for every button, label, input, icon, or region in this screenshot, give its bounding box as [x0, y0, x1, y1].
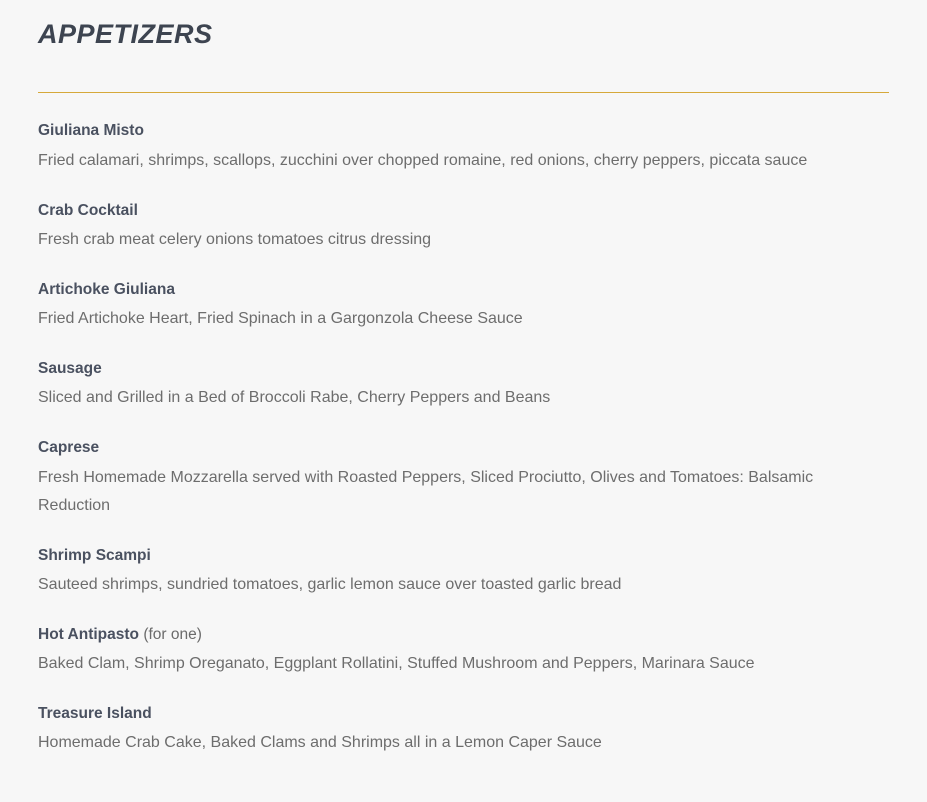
menu-item — [38, 436, 889, 519]
menu-item-name — [38, 199, 889, 222]
menu-item-name-text: Crab Cocktail — [38, 201, 138, 219]
menu-item-description: Baked Clam, Shrimp Oreganato, Eggplant Rollatini, Stuffed Mushroom and Peppers, Marinara Sauce — [38, 655, 755, 673]
menu-item-name — [38, 278, 889, 301]
menu-item — [38, 357, 889, 412]
menu-item — [38, 702, 889, 757]
menu-item-name-text: Sausage — [38, 360, 102, 378]
menu-item-list — [38, 119, 889, 757]
menu-item-name-text: Shrimp Scampi — [38, 546, 151, 564]
menu-item-name-text: Giuliana Misto — [38, 122, 144, 140]
menu-item-description: Sauteed shrimps, sundried tomatoes, garlic lemon sauce over toasted garlic bread — [38, 575, 622, 593]
menu-item-name-text: Caprese — [38, 439, 100, 457]
menu-item-description: Fried Artichoke Heart, Fried Spinach in a Gargonzola Cheese Sauce — [38, 310, 523, 328]
menu-item-description: Sliced and Grilled in a Bed of Broccoli Rabe, Cherry Peppers and Beans — [38, 389, 551, 407]
menu-item-qualifier: (for one) — [139, 625, 202, 643]
menu-item — [38, 623, 889, 678]
menu-item-name — [38, 702, 889, 725]
menu-item — [38, 199, 889, 254]
menu-item-name — [38, 357, 889, 380]
menu-item — [38, 278, 889, 333]
menu-item-description: Fresh crab meat celery onions tomatoes citrus dressing — [38, 230, 432, 248]
menu-item-name — [38, 623, 889, 646]
menu-item-description: Fresh Homemade Mozzarella served with Roasted Peppers, Sliced Prociutto, Olives and Tomatoes: Balsamic Reduction — [38, 468, 814, 514]
menu-item-name-text: Hot Antipasto — [38, 625, 140, 643]
menu-item-name — [38, 119, 889, 142]
menu-item-description: Homemade Crab Cake, Baked Clams and Shrimps all in a Lemon Caper Sauce — [38, 734, 602, 752]
section-divider — [38, 92, 889, 93]
menu-item-description: Fried calamari, shrimps, scallops, zucchini over chopped romaine, red onions, cherry peppers, piccata sauce — [38, 151, 808, 169]
menu-item-name — [38, 436, 889, 459]
menu-item — [38, 544, 889, 599]
menu-item-name-text: Artichoke Giuliana — [38, 280, 175, 298]
menu-item-name-text: Treasure Island — [38, 705, 152, 723]
page-title: APPETIZERS — [38, 19, 213, 49]
menu-item-name — [38, 544, 889, 567]
menu-item — [38, 119, 889, 174]
